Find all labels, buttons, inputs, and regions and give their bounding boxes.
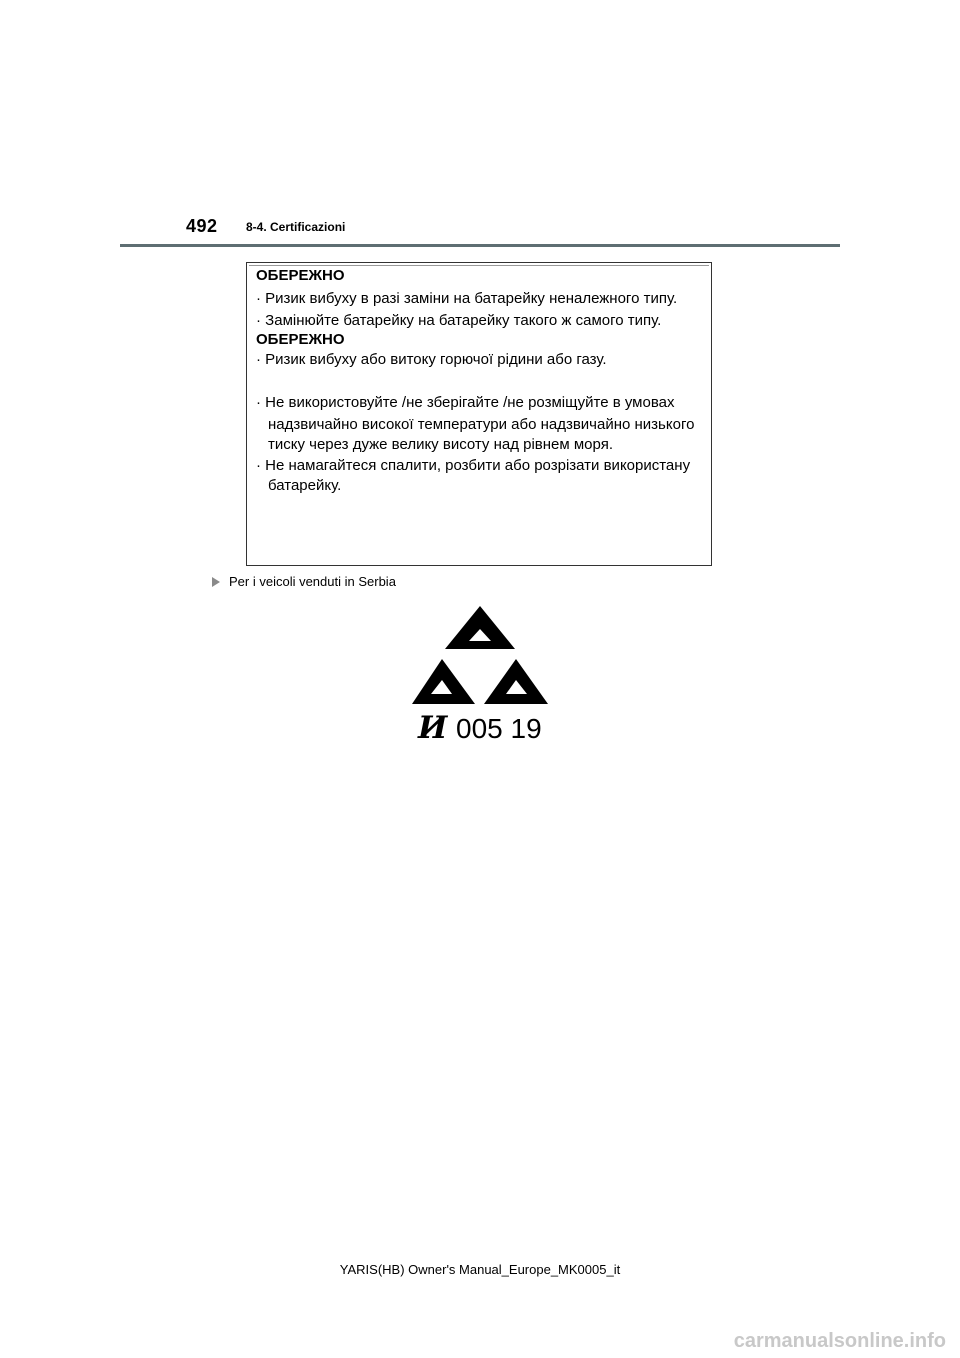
mark-code: 005 19	[456, 713, 542, 742]
serbia-certification-mark	[412, 606, 548, 742]
header-divider	[120, 244, 840, 247]
bullet-text: Per i veicoli venduti in Serbia	[229, 574, 396, 589]
warning-label-box	[246, 262, 712, 566]
label-heading: ОБЕРЕЖНО	[256, 331, 345, 348]
footer-text: YARIS(HB) Owner's Manual_Europe_MK0005_it	[339, 1262, 621, 1277]
bullet-item	[212, 574, 396, 589]
label-top-line	[249, 265, 709, 266]
label-heading: ОБЕРЕЖНО	[256, 267, 345, 284]
label-line: надзвичайно високої температури або надзвичайно низького	[268, 416, 695, 433]
watermark: carmanualsonline.info	[733, 1330, 946, 1352]
label-line: · Ризик вибуху або витоку горючої рідини або газу.	[256, 351, 607, 368]
mark-letter: И	[418, 710, 448, 742]
label-line: батарейку.	[268, 477, 342, 494]
section-title: 8-4. Certificazioni	[246, 220, 346, 234]
label-line: · Не намагайтеся спалити, розбити або розрізати використану	[256, 457, 691, 474]
label-line: · Не використовуйте /не зберігайте /не розміщуйте в умовах	[256, 394, 675, 411]
label-line: тиску через дуже велику висоту над рівнем моря.	[268, 436, 613, 453]
triangle-arrow-icon	[212, 577, 220, 587]
label-line: · Замінюйте батарейку на батарейку такого ж самого типу.	[256, 312, 662, 329]
page-number: 492	[186, 216, 218, 236]
label-line: · Ризик вибуху в разі заміни на батарейку неналежного типу.	[256, 290, 678, 307]
triangle-symbol-icon	[412, 606, 548, 704]
